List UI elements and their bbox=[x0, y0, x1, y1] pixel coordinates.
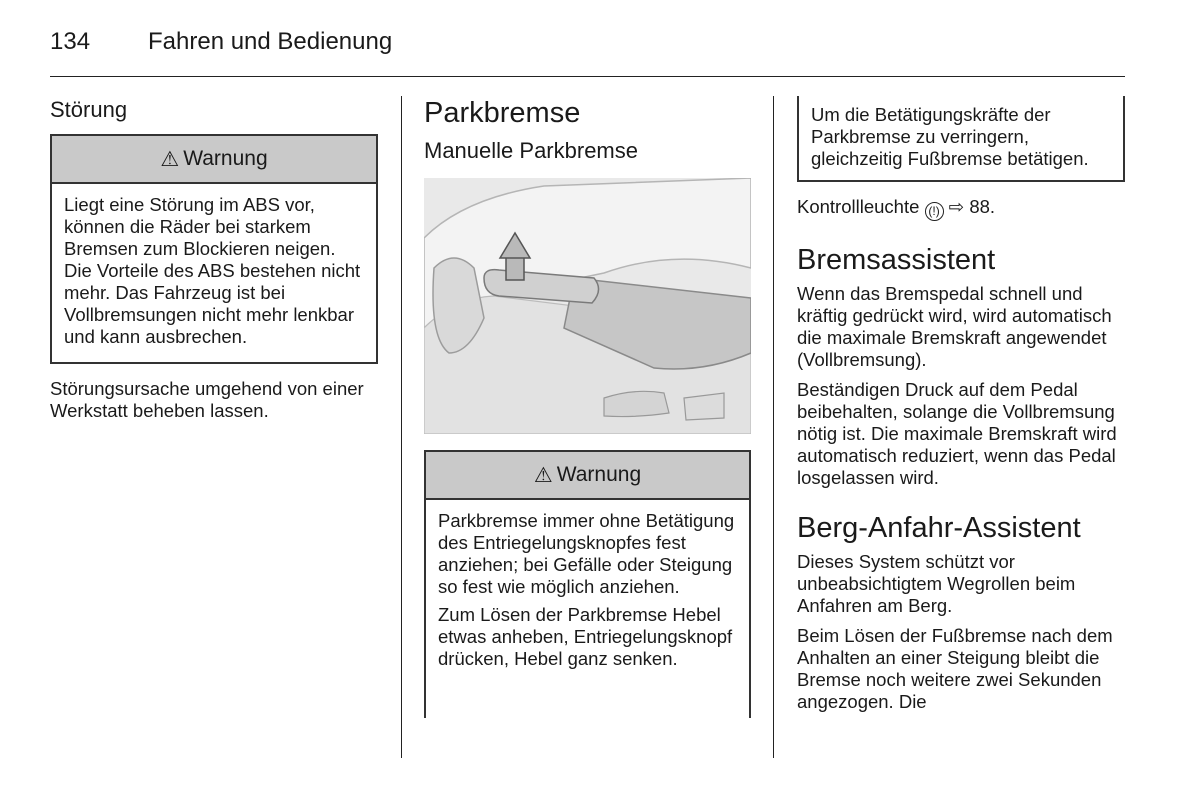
warning-text: Parkbremse immer ohne Betätigung des Entriegelungsknopfes fest anziehen; bei Gefälle oder Steigung so fest wie möglich anziehen. bbox=[438, 510, 735, 597]
body-text: Wenn das Bremspedal schnell und kräftig gedrückt wird, wird automatisch die maximale Bremskraft angewendet (Vollbremsung). bbox=[797, 283, 1112, 370]
page-header bbox=[50, 24, 1125, 77]
column-1 bbox=[50, 96, 378, 430]
warning-header bbox=[426, 452, 749, 500]
warning-text: Zum Lösen der Parkbremse Hebel etwas anheben, Entriegelungsknopf drücken, Hebel ganz senken. bbox=[438, 604, 733, 669]
column-divider bbox=[773, 96, 774, 758]
section-heading-bremsassistent: Bremsassistent bbox=[797, 244, 996, 276]
column-divider bbox=[401, 96, 402, 758]
column-2 bbox=[424, 96, 751, 732]
body-text: Beim Lösen der Fußbremse nach dem Anhalten an einer Steigung bleibt die Bremse noch weitere zwei Sekunden angezogen. Die bbox=[797, 625, 1113, 712]
body-text: Störungsursache umgehend von einer Werkstatt beheben lassen. bbox=[50, 378, 364, 421]
warning-triangle-icon: ⚠ bbox=[533, 463, 553, 487]
warning-triangle-icon: ⚠ bbox=[160, 147, 180, 171]
body-text: Beständigen Druck auf dem Pedal beibehalten, solange die Vollbremsung nötig ist. Die maximale Bremskraft wird automatisch reduziert, wenn das Pedal losgelassen wird. bbox=[797, 379, 1117, 488]
continued-warning-box bbox=[797, 96, 1125, 182]
section-heading-berg-anfahr-assistent: Berg-Anfahr-Assistent bbox=[797, 512, 1081, 544]
parking-brake-illustration bbox=[424, 178, 751, 434]
section-heading-parkbremse: Parkbremse bbox=[424, 97, 581, 129]
page-reference: 88. bbox=[969, 196, 996, 217]
section-heading-stoerung: Störung bbox=[50, 97, 128, 122]
subheading-manuelle-parkbremse: Manuelle Parkbremse bbox=[424, 138, 638, 163]
parking-brake-lever-image bbox=[424, 178, 751, 434]
page-ref-arrow-icon: ⇨ bbox=[948, 196, 965, 217]
body-text: Dieses System schützt vor unbeabsichtigtem Wegrollen beim Anfahren am Berg. bbox=[797, 551, 1076, 616]
warning-box bbox=[50, 134, 378, 364]
indicator-label: Kontrollleuchte bbox=[797, 196, 920, 217]
warning-text: Um die Betätigungskräfte der Parkbremse zu verringern, gleichzeitig Fußbremse betätigen. bbox=[811, 104, 1089, 169]
warning-text: Liegt eine Störung im ABS vor, können die Räder bei starkem Bremsen zum Blockieren neigen. Die Vorteile des ABS bestehen nicht mehr. Das Fahrzeug ist bei Vollbremsungen nicht mehr lenkbar und kann ausbrechen. bbox=[64, 194, 361, 347]
column-3 bbox=[797, 96, 1125, 721]
warning-title: Warnung bbox=[183, 147, 268, 170]
warning-title: Warnung bbox=[556, 463, 642, 486]
page-number: 134 bbox=[50, 28, 91, 55]
warning-box bbox=[424, 450, 751, 718]
indicator-reference bbox=[797, 196, 1125, 221]
page-title: Fahren und Bedienung bbox=[148, 28, 393, 55]
brake-warning-light-icon: (!) bbox=[925, 202, 944, 221]
warning-header bbox=[52, 136, 376, 184]
